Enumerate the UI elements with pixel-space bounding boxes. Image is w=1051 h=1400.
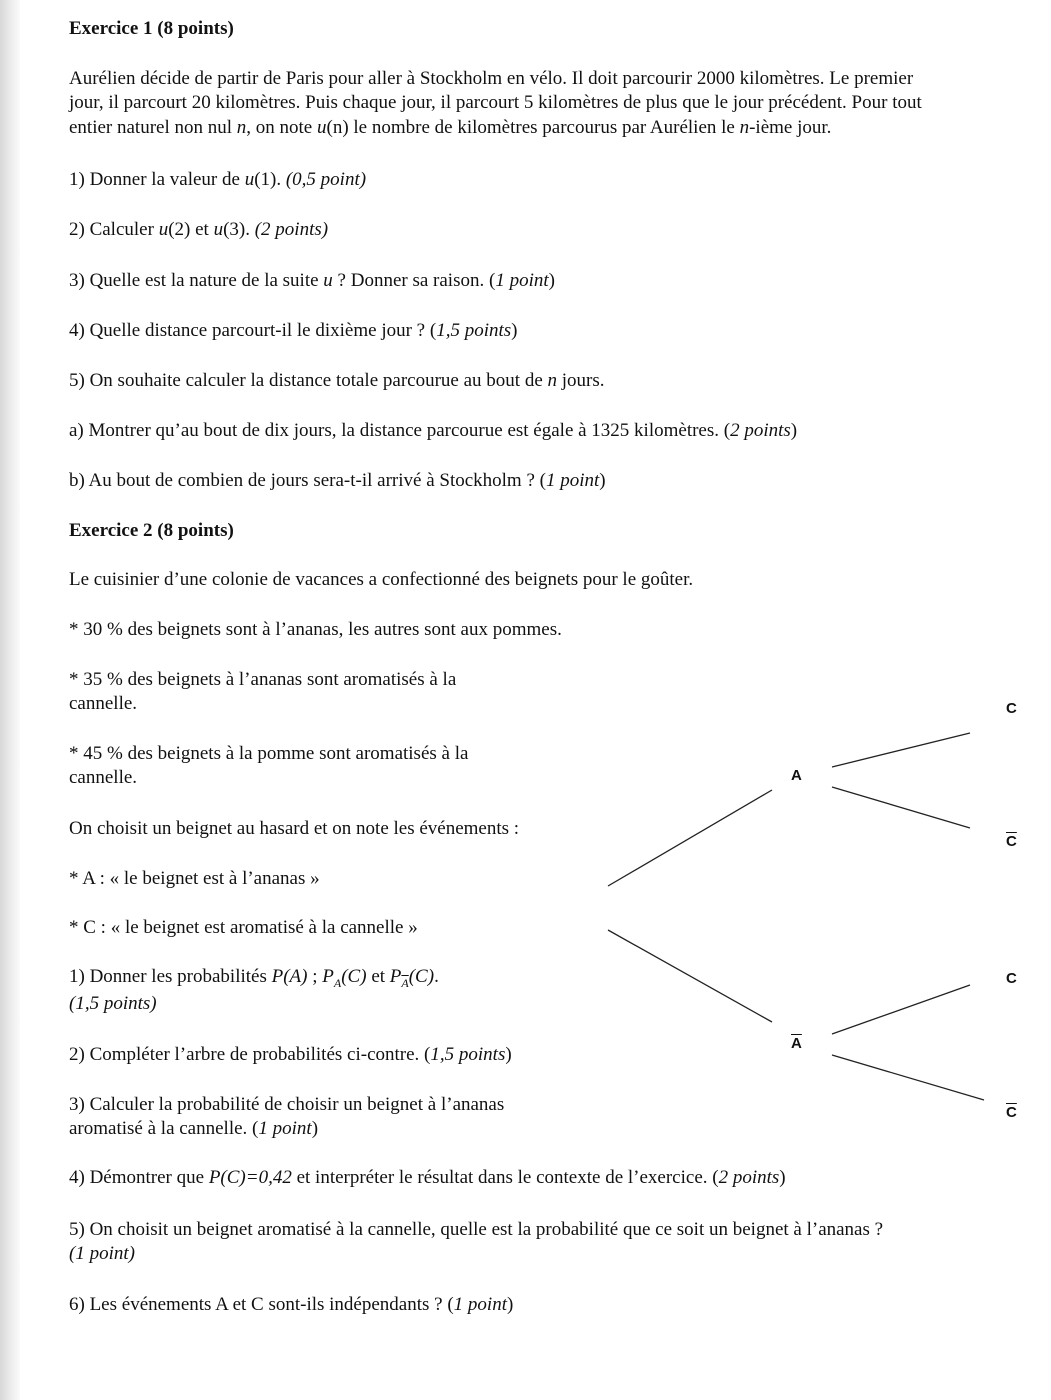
tree-node-c-bottom: C <box>1006 970 1017 987</box>
tree-node-cbar-bottom: $\overline{C}$ <box>1006 1104 1017 1121</box>
ex2-event-a: * A : « le beignet est à l’ananas » <box>69 868 320 889</box>
ex2-title: Exercice 2 (8 points) <box>69 520 234 541</box>
ex1-question-3: 3) Quelle est la nature de la suite u ? Donner sa raison. (1 point) <box>69 270 555 291</box>
ex1-title: Exercice 1 (8 points) <box>69 18 234 39</box>
ex2-question-6: 6) Les événements A et C sont-ils indépendants ? (1 point) <box>69 1294 514 1315</box>
tree-node-cbar-top: $\overline{C}$ <box>1006 833 1017 850</box>
ex2-question-1: 1) Donner les probabilités P(A) ; $P_A(C)$ et $P_{\overline{A}}(C)$. <box>69 966 439 990</box>
ex2-bullet-1: * 30 % des beignets sont à l’ananas, les autres sont aux pommes. <box>69 619 562 640</box>
tree-branch-root-abar <box>608 930 772 1022</box>
ex2-question-3-line2: aromatisé à la cannelle. (1 point) <box>69 1118 319 1139</box>
ex2-event-c: * C : « le beignet est aromatisé à la cannelle » <box>69 917 418 938</box>
ex2-bullet-3-line2: cannelle. <box>69 767 138 788</box>
ex2-bullet-2-line1: * 35 % des beignets à l’ananas sont aromatisés à la <box>69 669 457 690</box>
ex1-question-4: 4) Quelle distance parcourt-il le dixième jour ? (1,5 points) <box>69 320 518 341</box>
ex2-bullet-2-line2: cannelle. <box>69 693 138 714</box>
ex1-question-5: 5) On souhaite calculer la distance totale parcourue au bout de n jours. <box>69 370 605 391</box>
ex1-question-5a: a) Montrer qu’au bout de dix jours, la distance parcourue est égale à 1325 kilomètres. (2 points) <box>69 420 798 441</box>
ex2-choose: On choisit un beignet au hasard et on note les événements : <box>69 818 520 839</box>
tree-node-a: A <box>791 767 802 784</box>
ex2-question-4: 4) Démontrer que P(C)=0,42 et interpréter le résultat dans le contexte de l’exercice. (2 points) <box>69 1167 786 1188</box>
ex2-bullet-3-line1: * 45 % des beignets à la pomme sont aromatisés à la <box>69 743 469 764</box>
tree-branch-a-c <box>832 733 970 767</box>
tree-branch-a-cbar <box>832 787 970 828</box>
ex2-question-5-points: (1 point) <box>69 1243 135 1264</box>
ex2-intro: Le cuisinier d’une colonie de vacances a confectionné des beignets pour le goûter. <box>69 569 694 590</box>
tree-branch-abar-c <box>832 985 970 1034</box>
tree-branch-abar-cbar <box>832 1055 984 1100</box>
ex1-question-5b: b) Au bout de combien de jours sera-t-il arrivé à Stockholm ? (1 point) <box>69 470 606 491</box>
tree-branch-root-a <box>608 790 772 886</box>
ex1-intro-line2: jour, il parcourt 20 kilomètres. Puis chaque jour, il parcourt 5 kilomètres de plus que le jour précédent. Pour tout <box>69 92 922 113</box>
tree-node-abar: $\overline{A}$ <box>791 1035 802 1052</box>
ex2-question-3-line1: 3) Calculer la probabilité de choisir un beignet à l’ananas <box>69 1094 505 1115</box>
ex1-intro-line1: Aurélien décide de partir de Paris pour aller à Stockholm en vélo. Il doit parcourir 2000 kilomètres. Le premier <box>69 68 914 89</box>
ex1-question-1: 1) Donner la valeur de u(1). (0,5 point) <box>69 169 367 190</box>
ex2-question-2: 2) Compléter l’arbre de probabilités ci-contre. (1,5 points) <box>69 1044 512 1065</box>
ex2-question-1-points: (1,5 points) <box>69 993 157 1014</box>
tree-node-c-top: C <box>1006 700 1017 717</box>
ex1-intro-line3: entier naturel non nul n, on note u(n) le nombre de kilomètres parcourus par Aurélien le n-ième jour. <box>69 117 832 138</box>
ex1-question-2: 2) Calculer u(2) et u(3). (2 points) <box>69 219 329 240</box>
ex2-question-5-line1: 5) On choisit un beignet aromatisé à la cannelle, quelle est la probabilité que ce soit un beignet à l’ananas ? <box>69 1219 884 1240</box>
